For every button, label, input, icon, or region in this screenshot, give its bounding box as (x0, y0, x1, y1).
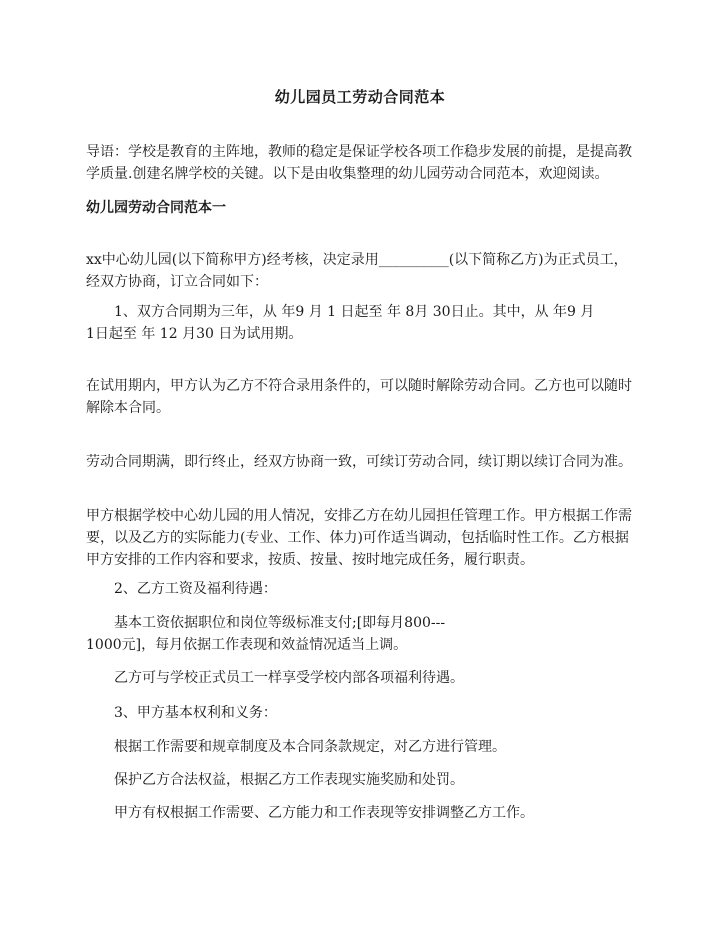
paragraph-5-line-2: 要，以及乙方的实际能力(专业、工作、体力)可作适当调动，包括临时性工作。乙方根据 (86, 530, 629, 546)
paragraph-7 (86, 612, 646, 656)
paragraph-7-line-2: 1000元]，每月依据工作表现和效益情况适当上调。 (86, 637, 408, 653)
paragraph-9 (114, 702, 634, 724)
document-title: 幼儿园员工劳动合同范本 (274, 88, 446, 106)
intro-line-1: 导语：学校是教育的主阵地，教师的稳定是保证学校各项工作稳步发展的前提，是提高教 (86, 144, 632, 160)
paragraph-1-line-1: xx中心幼儿园(以下简称甲方)经考核，决定录用__________(以下简称乙方)为正式员工， (86, 252, 628, 268)
paragraph-8-line-1: 乙方可与学校正式员工一样享受学校内部各项福利待遇。 (114, 670, 464, 686)
paragraph-10 (114, 736, 634, 758)
paragraph-5-line-3: 甲方安排的工作内容和要求，按质、按量、按时地完成任务，履行职责。 (86, 552, 534, 568)
paragraph-7-line-1: 基本工资依据职位和岗位等级标准支付;[即每月800--- (114, 615, 446, 631)
paragraph-4 (86, 451, 646, 473)
intro-paragraph (86, 141, 646, 185)
paragraph-2 (86, 301, 646, 345)
paragraph-5-line-1: 甲方根据学校中心幼儿园的用人情况，安排乙方在幼儿园担任管理工作。甲方根据工作需 (86, 508, 632, 524)
paragraph-2-line-1: 1、双方合同期为三年，从 年9 月 1 日起至 年 8月 30日止。其中，从 年9 月 (114, 304, 595, 320)
paragraph-6 (114, 578, 634, 600)
section-heading: 幼儿园劳动合同范本一 (86, 200, 226, 216)
paragraph-4-line-1: 劳动合同期满，即行终止，经双方协商一致，可续订劳动合同，续订期以续订合同为准。 (86, 454, 632, 470)
paragraph-9-line-1: 3、甲方基本权利和义务： (114, 705, 277, 721)
paragraph-3 (86, 375, 646, 419)
intro-line-2: 学质量.创建名牌学校的关键。以下是由收集整理的幼儿园劳动合同范本，欢迎阅读。 (86, 166, 609, 182)
paragraph-3-line-1: 在试用期内，甲方认为乙方不符合录用条件的，可以随时解除劳动合同。乙方也可以随时 (86, 378, 632, 394)
paragraph-8 (114, 667, 634, 689)
paragraph-11 (114, 769, 634, 791)
paragraph-3-line-2: 解除本合同。 (86, 400, 170, 416)
paragraph-12-line-1: 甲方有权根据工作需要、乙方能力和工作表现等安排调整乙方工作。 (114, 805, 534, 821)
paragraph-12 (114, 802, 634, 824)
paragraph-1 (86, 249, 646, 293)
paragraph-10-line-1: 根据工作需要和规章制度及本合同条款规定，对乙方进行管理。 (114, 739, 506, 755)
paragraph-5 (86, 505, 646, 571)
paragraph-2-line-2: 1日起至 年 12 月30 日为试用期。 (86, 326, 303, 342)
paragraph-6-line-1: 2、乙方工资及福利待遇： (114, 581, 277, 597)
paragraph-11-line-1: 保护乙方合法权益，根据乙方工作表现实施奖励和处罚。 (114, 772, 464, 788)
paragraph-1-line-2: 经双方协商，订立合同如下： (86, 274, 268, 290)
